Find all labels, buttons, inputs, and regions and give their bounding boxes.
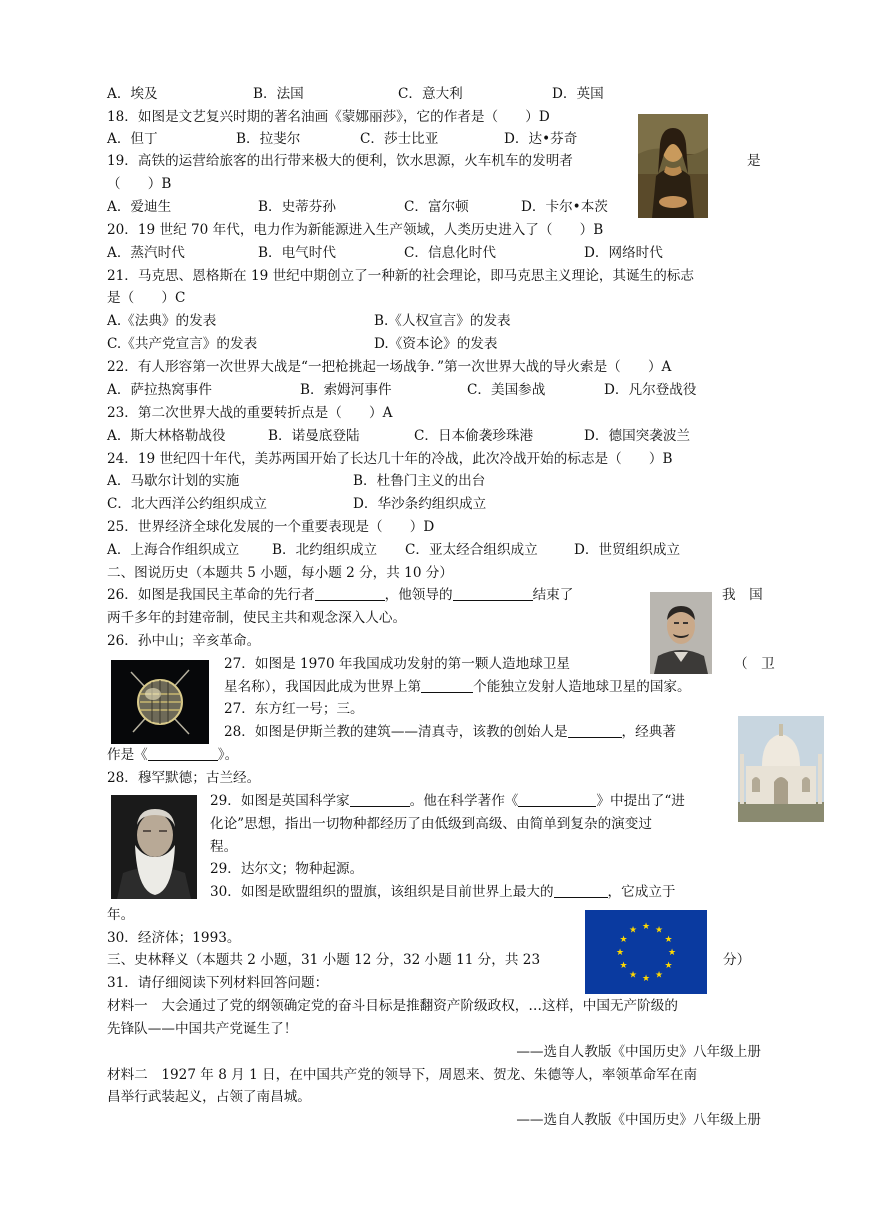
eu-star-icon: ★ [654,970,664,981]
q27-blank [421,678,473,693]
q29-blank-1 [350,792,410,807]
q19-stem: 19．高铁的运营给旅客的出行带来极大的便利，饮水思源，火车机车的发明者 [107,153,573,169]
dongfanghong-satellite-image [111,660,209,744]
q24-option-c: C．北大西洋公约组织成立 [107,496,267,512]
q26-blank-1 [315,586,385,601]
q29-text-a: 29．如图是英国科学家 [210,793,350,809]
q18-option-b: B．拉斐尔 [236,131,301,147]
mona-lisa-image [638,114,708,218]
q17-option-b: B．法国 [253,86,304,102]
eu-star-icon: ★ [628,970,638,981]
q21-answer: 是（ ）C [107,290,186,306]
eu-star-icon: ★ [628,925,638,936]
q24-stem: 24．19 世纪四十年代，美苏两国开始了长达几十年的冷战，此次冷战开始的标志是（ ）B [107,451,673,467]
q25-option-b: B．北约组织成立 [272,542,378,558]
q28-answer: 28．穆罕默德；古兰经。 [107,770,261,786]
q17-option-c: C．意大利 [398,86,463,102]
q23-stem: 23．第二次世界大战的重要转折点是（ ）A [107,405,393,421]
section-3-heading-end: 分） [723,952,751,968]
q30-text-a: 30．如图是欧盟组织的盟旗，该组织是目前世界上最大的 [210,884,554,900]
q29-text-b: 。他在科学著作《 [409,793,519,809]
q23-option-b: B．诺曼底登陆 [268,428,360,444]
q26-blank-2 [453,586,533,601]
section-3-heading: 三、史林释义（本题共 2 小题，31 小题 12 分，32 小题 11 分，共 23 [107,952,541,968]
q28-text-d: 》。 [217,747,239,763]
eu-star-icon: ★ [615,948,625,958]
q30-answer: 30．经济体；1993。 [107,930,241,946]
q26-answer: 26．孙中山；辛亥革命。 [107,633,261,649]
q27-line-2 [224,678,691,696]
q25-stem: 25．世界经济全球化发展的一个重要表现是（ ）D [107,519,435,535]
q29-answer: 29．达尔文；物种起源。 [210,861,364,877]
q18-option-c: C．莎士比亚 [360,131,439,147]
q27-answer: 27．东方红一号；三。 [224,701,364,717]
q29-line-3: 程。 [210,839,238,855]
q31-material-1-line-2: 先锋队——中国共产党诞生了！ [107,1021,298,1037]
q26-text-b: ，他领导的 [384,587,453,603]
q29-blank-2 [518,792,596,807]
q23-option-d: D．德国突袭波兰 [584,428,691,444]
q28-blank-1 [568,723,622,738]
q28-line-2 [107,746,238,764]
q25-option-a: A．上海合作组织成立 [107,542,240,558]
eu-star-icon: ★ [664,935,673,945]
q21-option-a: A.《法典》的发表 [107,313,217,329]
q28-line-1 [224,723,676,741]
q20-option-a: A．蒸汽时代 [107,245,185,261]
eu-star-icon: ★ [667,948,677,958]
mosque-image [738,716,824,822]
q22-stem: 22．有人形容第一次世界大战是“一把枪挑起一场战争．”第一次世界大战的导火索是（ ）A [107,359,672,375]
q24-option-d: D．华沙条约组织成立 [353,496,487,512]
q22-option-a: A．萨拉热窝事件 [107,382,212,398]
q28-text-a: 28．如图是伊斯兰教的建筑——清真寺，该教的创始人是 [224,724,568,740]
sun-yat-sen-portrait [650,592,712,674]
q24-option-a: A．马歇尔计划的实施 [107,473,240,489]
section-2-heading: 二、图说历史（本题共 5 小题，每小题 2 分，共 10 分） [107,565,453,581]
q21-option-c: C.《共产党宣言》的发表 [107,336,258,352]
q30-line-2: 年。 [107,907,135,923]
eu-star-icon: ★ [664,961,673,971]
darwin-portrait [111,795,197,899]
q20-option-b: B．电气时代 [258,245,336,261]
q29-line-2: 化论”思想，指出一切物种都经历了由低级到高级、由简单到复杂的演变过 [210,816,652,832]
q21-option-d: D.《资本论》的发表 [374,336,498,352]
q21-option-b: B.《人权宣言》的发表 [374,313,511,329]
q26-text-a: 26．如图是我国民主革命的先行者 [107,587,315,603]
eu-star-icon: ★ [619,935,628,945]
q19-option-d: D．卡尔•本茨 [521,199,608,215]
q22-option-b: B．索姆河事件 [300,382,392,398]
q25-option-d: D．世贸组织成立 [574,542,681,558]
q21-stem: 21．马克思、恩格斯在 19 世纪中期创立了一种新的社会理论，即马克思主义理论，其诞生的标志 [107,268,694,284]
q25-option-c: C．亚太经合组织成立 [405,542,538,558]
eu-star-icon: ★ [654,925,664,936]
q30-text-b: ，它成立于 [607,884,676,900]
q20-stem: 20．19 世纪 70 年代，电力作为新能源进入生产领域，人类历史进入了（ ）B [107,222,604,238]
q19-option-c: C．富尔顿 [404,199,469,215]
q18-stem: 18．如图是文艺复兴时期的著名油画《蒙娜丽莎》，它的作者是（ ）D [107,109,550,125]
q26-line-2: 两千多年的封建帝制，使民主共和观念深入人心。 [107,610,407,626]
q26-line-1 [107,586,573,604]
q17-option-a: A．埃及 [107,86,158,102]
q18-option-d: D．达•芬奇 [504,131,578,147]
q31-stem: 31．请仔细阅读下列材料回答问题： [107,975,329,991]
q26-text-c: 结束了 [532,587,574,603]
q19-answer: （ ）B [107,176,172,192]
q31-material-1-source: ——选自人教版《中国历史》八年级上册 [516,1044,761,1060]
q27-line-1-end: （ 卫 [734,656,775,672]
eu-star-icon: ★ [641,974,651,984]
q19-option-a: A．爱迪生 [107,199,172,215]
q18-option-a: A．但丁 [107,131,158,147]
q27-text-c: 星名称），我国因此成为世界上第 [224,679,422,695]
q31-material-1-line-1: 材料一 大会通过了党的纲领确定党的奋斗目标是推翻资产阶级政权，…这样，中国无产阶级的 [107,998,678,1014]
q29-line-1 [210,792,685,810]
q24-option-b: B．杜鲁门主义的出台 [353,473,486,489]
q19-stem-end: 是 [747,153,761,169]
eu-star-icon: ★ [619,961,628,971]
q27-text-d: 个能独立发射人造地球卫星的国家。 [473,679,691,695]
q17-option-d: D．英国 [552,86,604,102]
q31-material-2-line-1: 材料二 1927 年 8 月 1 日，在中国共产党的领导下，周恩来、贺龙、朱德等人，率领革命军在南 [107,1067,698,1083]
q28-text-c: 作是《 [107,747,148,763]
q23-option-a: A．斯大林格勒战役 [107,428,226,444]
q30-line-1 [210,883,676,901]
q22-option-c: C．美国参战 [467,382,546,398]
q30-blank [554,883,608,898]
q28-blank-2 [148,746,218,761]
q28-text-b: ，经典著 [621,724,676,740]
eu-star-icon: ★ [641,922,651,932]
q20-option-d: D．网络时代 [584,245,663,261]
q27-line-1: 27．如图是 1970 年我国成功发射的第一颗人造地球卫星 [224,656,571,672]
q31-material-2-source: ——选自人教版《中国历史》八年级上册 [516,1112,761,1128]
q19-option-b: B．史蒂芬孙 [258,199,336,215]
eu-flag-image [585,910,707,994]
q26-line-1-end: 我 国 [722,587,763,603]
q20-option-c: C．信息化时代 [404,245,496,261]
q29-text-c: 》中提出了“进 [596,793,685,809]
q23-option-c: C．日本偷袭珍珠港 [414,428,534,444]
q22-option-d: D．凡尔登战役 [604,382,697,398]
q31-material-2-line-2: 昌举行武装起义，占领了南昌城。 [107,1089,311,1105]
